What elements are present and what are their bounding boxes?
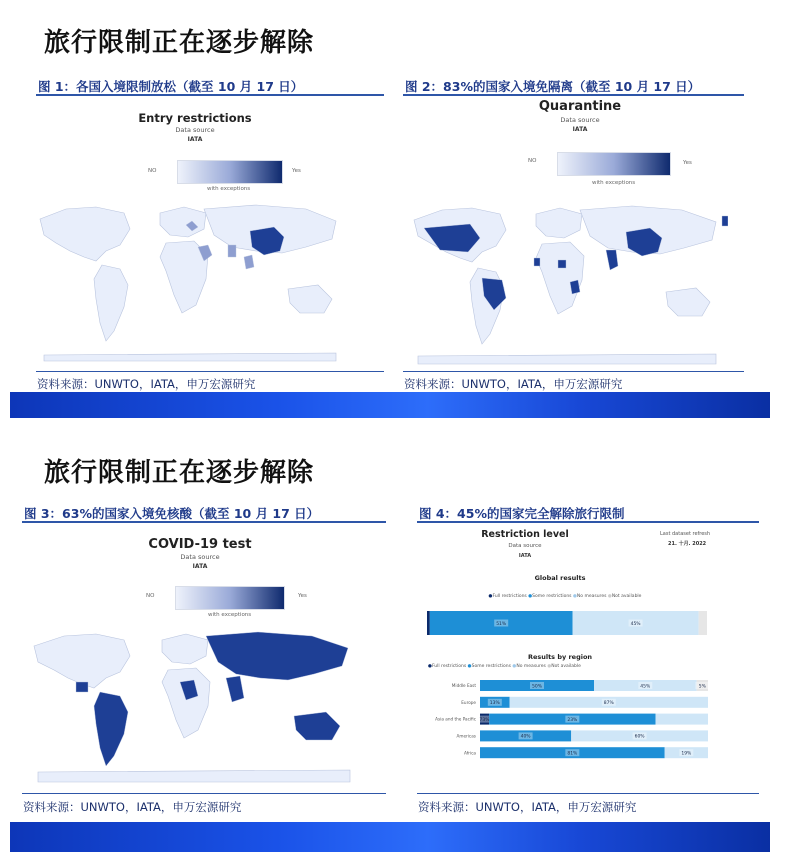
- fig4-source-rule: [417, 793, 759, 794]
- fig4-data-source-label: Data source: [508, 543, 542, 549]
- legend-not-available: Not available: [611, 594, 642, 599]
- region-bar-3-label-2: 60%: [634, 734, 645, 740]
- legend-full-restrictions-dot: ●: [488, 594, 493, 599]
- legend-no-measures: No measures: [576, 594, 607, 599]
- fig3-caption-rule: [22, 521, 386, 523]
- fig2-source: 资料来源：UNWTO，IATA，申万宏源研究: [404, 377, 623, 391]
- fig2-legend-gradient: [557, 152, 671, 176]
- fig3-chart-title: COVID-19 test: [148, 537, 252, 552]
- legend2-some-restrictions: Some restrictions: [471, 664, 511, 669]
- fig4-last-refresh-label: Last dataset refresh: [660, 531, 711, 537]
- legend-full-restrictions: Full restrictions: [492, 594, 527, 599]
- region-label: Middle East: [451, 683, 476, 689]
- global-bar-seg-3: [699, 611, 707, 635]
- region-bar-0-label-1: 50%: [531, 684, 543, 690]
- fig4-regional-title: Results by region: [527, 653, 593, 661]
- fig1-data-source-label: Data source: [175, 126, 215, 134]
- fig3-data-source-label: Data source: [180, 553, 220, 561]
- region-bar-4-label-2: 19%: [681, 751, 692, 757]
- region-bar-2-seg-2: [656, 714, 708, 725]
- fig1-source-rule: [36, 371, 384, 372]
- legend2-no-measures: No measures: [516, 664, 546, 669]
- legend2-full-restrictions: Full restrictions: [431, 664, 467, 669]
- top-footer-band: [10, 392, 770, 418]
- fig3-caption: 图 3：63%的国家入境免核酸（截至 10 月 17 日）: [24, 506, 320, 521]
- legend2-full-restrictions-dot: ●: [428, 664, 432, 669]
- global-bar-seg-0: [427, 611, 430, 635]
- region-bar-4-label-1: 81%: [567, 751, 578, 757]
- fig1-caption: 图 1：各国入境限制放松（截至 10 月 17 日）: [38, 79, 304, 94]
- fig3-world-map: [30, 626, 360, 786]
- region-label: Africa: [464, 750, 476, 756]
- fig4-global-title: Global results: [534, 574, 586, 582]
- region-bar-2-label-0: 73%: [479, 717, 490, 723]
- region-bar-0-label-3: 5%: [698, 684, 706, 690]
- fig2-source-rule: [403, 371, 744, 372]
- bottom-heading: 旅行限制正在逐步解除: [44, 458, 315, 488]
- fig2-data-source-value: IATA: [572, 126, 588, 133]
- fig2-legend-mid: with exceptions: [592, 180, 636, 186]
- fig3-source: 资料来源：UNWTO，IATA，申万宏源研究: [23, 800, 242, 814]
- region-bar-0-label-2: 45%: [640, 684, 651, 690]
- legend2-some-restrictions-dot: ●: [467, 664, 472, 669]
- bottom-footer-band: [10, 822, 770, 852]
- fig2-world-map: [410, 198, 728, 368]
- region-bar-3-label-1: 40%: [520, 734, 531, 740]
- fig1-chart-title: Entry restrictions: [138, 111, 252, 125]
- fig2-data-source-label: Data source: [560, 116, 600, 124]
- top-heading: 旅行限制正在逐步解除: [44, 28, 315, 58]
- fig1-source: 资料来源：UNWTO，IATA，申万宏源研究: [37, 377, 256, 391]
- legend-some-restrictions-dot: ●: [528, 594, 533, 599]
- fig3-data-source-value: IATA: [192, 563, 208, 570]
- region-bar-1-label-1: 13%: [489, 701, 500, 707]
- fig2-chart-title: Quarantine: [538, 99, 622, 114]
- region-bar-2-label-1: 23%: [567, 717, 578, 723]
- fig4-caption: 图 4：45%的国家完全解除旅行限制: [419, 506, 625, 521]
- fig3-legend-mid: with exceptions: [208, 612, 252, 618]
- fig3-legend-yes: Yes: [298, 593, 307, 599]
- fig1-legend-no: NO: [148, 168, 157, 174]
- fig1-world-map: [36, 195, 348, 365]
- fig1-caption-rule: [36, 94, 384, 96]
- legend-no-measures-dot: ●: [572, 594, 577, 599]
- region-label: Asia and the Pacific: [435, 716, 476, 722]
- fig2-legend-no: NO: [528, 158, 537, 164]
- fig4-regional-legend: [428, 664, 628, 669]
- fig4-source: 资料来源：UNWTO，IATA，申万宏源研究: [418, 800, 637, 814]
- fig4-last-refresh-value: 21. 十月. 2022: [668, 541, 707, 547]
- fig3-legend-gradient: [175, 586, 285, 610]
- fig4-global-legend: [480, 594, 650, 599]
- fig1-legend-gradient: [177, 160, 283, 184]
- region-bar-1-label-2: 87%: [603, 701, 614, 707]
- fig4-chart-title: Restriction level: [481, 529, 569, 540]
- fig4-data-source-value: IATA: [518, 553, 532, 559]
- fig4-caption-rule: [417, 521, 759, 523]
- fig3-legend-no: NO: [146, 593, 155, 599]
- legend2-no-measures-dot: ●: [512, 664, 517, 669]
- fig3-source-rule: [22, 793, 386, 794]
- fig2-caption-rule: [403, 94, 744, 96]
- region-label: Americas: [456, 733, 476, 739]
- fig1-data-source-value: IATA: [187, 136, 203, 143]
- global-bar-label-1: 51%: [496, 621, 507, 627]
- global-bar-label-2: 45%: [630, 621, 641, 627]
- fig1-legend-yes: Yes: [292, 168, 301, 174]
- fig4-region-chart: [425, 678, 715, 762]
- legend2-not-available: Not available: [551, 664, 581, 669]
- fig4-global-chart: [425, 608, 710, 638]
- legend-some-restrictions: Some restrictions: [532, 594, 572, 599]
- region-label: Europe: [461, 699, 476, 705]
- fig2-caption: 图 2：83%的国家入境免隔离（截至 10 月 17 日）: [405, 79, 701, 94]
- fig2-legend-yes: Yes: [683, 160, 692, 166]
- legend-not-available-dot: ●: [607, 594, 612, 599]
- legend2-not-available-dot: ●: [547, 664, 552, 669]
- fig1-legend-mid: with exceptions: [207, 186, 251, 192]
